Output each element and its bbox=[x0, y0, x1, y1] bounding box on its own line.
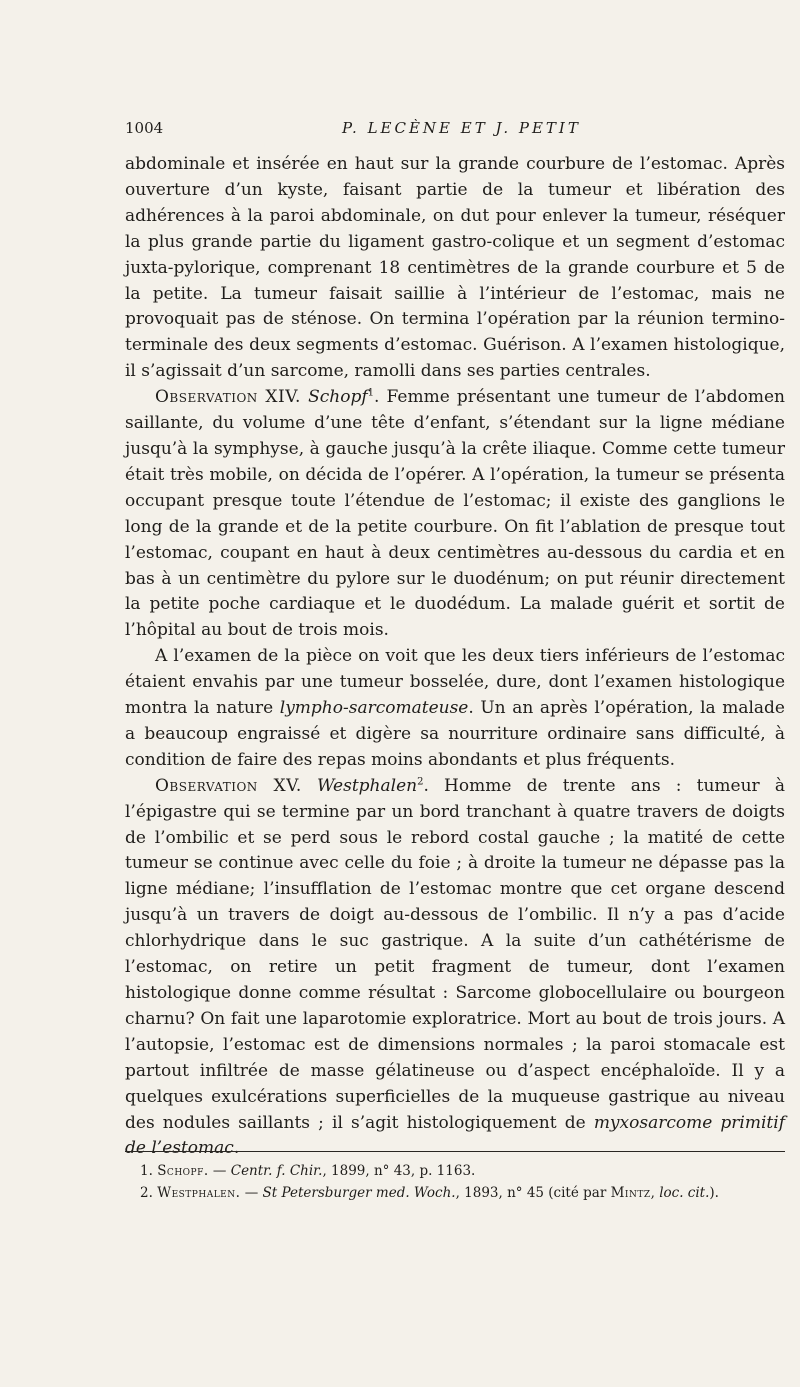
footnote-ref-1: 1 bbox=[367, 387, 374, 399]
footnote-2-number: 2. bbox=[140, 1185, 153, 1201]
footnote-1 bbox=[140, 1160, 790, 1182]
running-head: P. LECÈNE ET J. PETIT bbox=[342, 119, 581, 137]
footnotes bbox=[140, 1160, 790, 1204]
observation-15-label: Observation XV. bbox=[155, 775, 302, 796]
examen-text-a: A l’examen de la pièce on voit que les deux tiers inférieurs de l’estomac étaient envahis par une tumeur bosselée, dure, dont l’examen histologique montra la nature bbox=[125, 646, 785, 719]
footnote-1-rest: , 1899, n° 43, p. 1163. bbox=[322, 1163, 476, 1179]
examen-italic: lympho-sarcomateuse bbox=[279, 698, 469, 719]
footnote-1-number: 1. bbox=[140, 1163, 153, 1179]
paragraph-observation-14 bbox=[125, 385, 785, 644]
footnote-2-separator: , bbox=[650, 1185, 660, 1201]
paragraph-1: abdominale et insérée en haut sur la grande courbure de l’estomac. Après ouverture d’un kyste, faisant partie de la tumeur et libération des adhérences à la paroi abdominale, on dut pour enlever la tumeur, réséquer la plus grande partie du ligament gastro-colique et un segment d’estomac juxta-pylorique, comprenant 18 centimètres de la grande courbure et 5 de la petite. La tumeur faisait saillie à l’intérieur de l’estomac, mais ne provoquait pas de sténose. On termina l’opération par la réunion termino-terminale des deux segments d’estomac. Guérison. A l’examen histologique, il s’agissait d’un sarcome, ramolli dans ses parties centrales. bbox=[125, 154, 785, 382]
observation-14-author: Schopf bbox=[308, 387, 368, 408]
paragraph-examen bbox=[125, 644, 785, 774]
footnote-2-cited-author: Mintz bbox=[610, 1185, 651, 1201]
observation-15-italic: myxosarcome primitif de l’estomac bbox=[125, 1112, 785, 1159]
footnote-2-journal: St Petersburger med. Woch. bbox=[262, 1185, 456, 1201]
observation-15-author: Westphalen bbox=[316, 775, 418, 796]
page-header bbox=[125, 119, 785, 143]
footnote-2-end: ). bbox=[709, 1185, 719, 1201]
footnote-2-dash: — bbox=[240, 1185, 263, 1201]
footnote-1-journal: Centr. f. Chir. bbox=[230, 1163, 323, 1179]
paragraph-observation-15 bbox=[125, 774, 785, 1163]
footnote-2 bbox=[140, 1182, 790, 1204]
footnote-2-loc-cit: loc. cit. bbox=[659, 1185, 710, 1201]
footnote-1-author: Schopf. bbox=[157, 1163, 209, 1179]
observation-14-text: . Femme présentant une tumeur de l’abdomen saillante, du volume d’une tête d’enfant, s’étendant sur la ligne médiane jusqu’à la symphyse, à gauche jusqu’à la crête iliaque. Comme cette tumeur était très mobile, on décida de l’opérer. A l’opération, la tumeur se présenta occupant presque toute l’étendue de l’estomac; il existe des ganglions le long de la grande et de la petite courbure. On fit l’ablation de presque tout l’estomac, coupant en haut à deux centimètres au-dessous du cardia et en bas à un centimètre du pylore sur le duodénum; on put réunir directement la petite poche cardiaque et le duodédum. La malade guérit et sortit de l’hôpital au bout de trois mois. bbox=[125, 387, 786, 641]
observation-15-text-a: . Homme de trente ans : tumeur à l’épigastre qui se termine par un bord tranchant à quatre travers de doigts de l’ombilic et se perd sous le rebord costal gauche ; la matité de cette tumeur se continue avec celle du foie ; à droite la tumeur ne dépasse pas la ligne médiane; l’insufflation de l’estomac montre que cet organe descend jusqu’à un travers de doigt au-dessous de l’ombilic. Il n’y a pas d’acide chlorhydrique dans le suc gastrique. A la suite d’un cathétérisme de l’estomac, on retire un petit fragment de tumeur, dont l’examen histologique donne comme résultat : Sarcome globocellulaire ou bourgeon charnu? On fait une laparotomie exploratrice. Mort au bout de trois jours. A l’autopsie, l’estomac est de dimensions normales ; la paroi stomacale est partout infiltrée de masse gélatineuse ou d’aspect encéphaloïde. Il y a quelques exulcérations superficielles de la muqueuse gastrique au niveau des nodules saillants ; il s’agit histologiquement de bbox=[125, 775, 785, 1133]
footnote-2-author: Westphalen. bbox=[157, 1185, 241, 1201]
examen-text-b: . Un an après l’opération, la malade a beaucoup engraissé et digère sa nourriture ordinaire sans difficulté, à condition de faire des repas moins abondants et plus fréquents. bbox=[125, 698, 785, 770]
footnote-2-rest: , 1893, n° 45 (cité par bbox=[455, 1185, 611, 1201]
footnote-ref-2: 2 bbox=[417, 776, 424, 788]
observation-14-label: Observation XIV. bbox=[155, 387, 301, 408]
footnote-1-dash: — bbox=[208, 1163, 231, 1179]
footnote-divider bbox=[125, 1151, 785, 1152]
body-text bbox=[125, 152, 785, 1162]
page-number: 1004 bbox=[125, 119, 164, 137]
observation-15-text-b: . bbox=[233, 1138, 240, 1159]
